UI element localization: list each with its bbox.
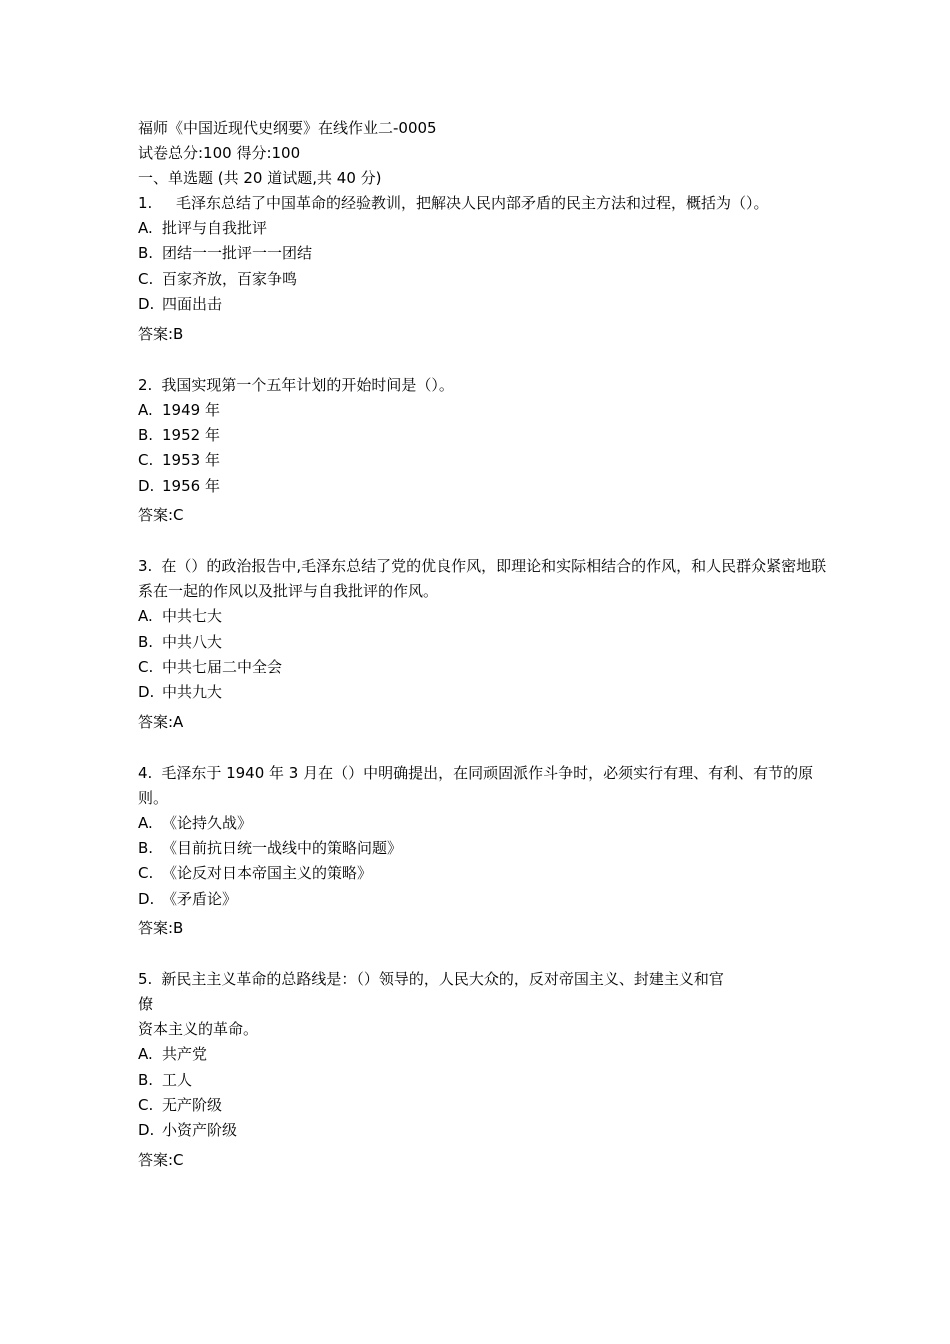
- option-b: [138, 241, 828, 266]
- option-letter: A.: [138, 607, 153, 626]
- option-a: [138, 398, 828, 423]
- question-text: 在（）的政治报告中,毛泽东总结了党的优良作风，即理论和实际相结合的作风，和人民群众紧密地联系在一起的作风以及批评与自我批评的作风。: [138, 557, 827, 601]
- question-3: [138, 554, 828, 735]
- option-b: [138, 423, 828, 448]
- option-text: 四面出击: [162, 295, 223, 314]
- option-c: [138, 861, 828, 886]
- question-4: [138, 761, 828, 942]
- answer-line: 答案:C: [138, 506, 184, 525]
- option-letter: C.: [138, 864, 154, 883]
- question-text: 新民主主义革命的总路线是：（）领导的，人民大众的，反对帝国主义、封建主义和官: [161, 970, 724, 989]
- option-letter: D.: [138, 295, 155, 314]
- question-stem: [138, 191, 828, 216]
- option-c: [138, 1093, 828, 1118]
- option-text: 无产阶级: [162, 1096, 223, 1115]
- question-stem: [138, 761, 828, 811]
- option-text: 百家齐放，百家争鸣: [162, 269, 298, 288]
- option-letter: C.: [138, 1096, 154, 1115]
- option-d: [138, 474, 828, 499]
- option-letter: C.: [138, 451, 154, 470]
- option-text: 《论持久战》: [162, 813, 253, 832]
- option-c: [138, 267, 828, 292]
- option-letter: B.: [138, 244, 154, 263]
- answer-line: 答案:B: [138, 324, 184, 343]
- option-b: [138, 630, 828, 655]
- option-text: 《目前抗日统一战线中的策略问题》: [162, 839, 403, 858]
- option-text: 1956 年: [162, 476, 220, 495]
- question-text-continued: 资本主义的革命。: [138, 1020, 259, 1039]
- option-text: 《论反对日本帝国主义的策略》: [162, 864, 373, 883]
- spacer: [138, 735, 828, 761]
- spacer: [138, 941, 828, 967]
- option-text: 中共七大: [162, 607, 223, 626]
- question-text: 毛泽东于 1940 年 3 月在（）中明确提出，在同顽固派作斗争时，必须实行有理、有利、有节的原则。: [138, 763, 814, 807]
- question-1: [138, 191, 828, 347]
- option-text: 批评与自我批评: [162, 219, 268, 237]
- option-letter: C.: [138, 269, 154, 288]
- question-number: 3.: [138, 557, 153, 576]
- option-letter: D.: [138, 683, 155, 702]
- option-letter: A.: [138, 1045, 153, 1064]
- option-text: 1953 年: [162, 451, 220, 470]
- answer-line: 答案:B: [138, 919, 184, 938]
- option-text: 中共七届二中全会: [162, 657, 283, 676]
- option-letter: A.: [138, 813, 153, 832]
- question-5: [138, 967, 828, 1173]
- option-text: 中共九大: [162, 683, 223, 702]
- option-text: 工人: [162, 1070, 193, 1089]
- section-title: 一、单选题 (共 20 道试题,共 40 分): [138, 169, 382, 187]
- option-d: [138, 887, 828, 912]
- option-text: 共产党: [162, 1045, 208, 1064]
- option-text: 小资产阶级: [162, 1121, 238, 1140]
- question-stem: [138, 373, 828, 398]
- option-letter: D.: [138, 476, 155, 495]
- question-text: 我国实现第一个五年计划的开始时间是（）。: [161, 375, 454, 394]
- option-text: 团结一一批评一一团结: [162, 244, 313, 263]
- option-b: [138, 836, 828, 861]
- option-a: [138, 216, 828, 241]
- option-text: 《矛盾论》: [162, 889, 238, 908]
- question-number: 1.: [138, 194, 153, 212]
- option-letter: B.: [138, 425, 154, 444]
- question-stem: [138, 967, 828, 992]
- option-text: 1952 年: [162, 425, 220, 444]
- option-a: [138, 604, 828, 629]
- option-letter: A.: [138, 219, 153, 237]
- spacer: [138, 528, 828, 554]
- option-d: [138, 292, 828, 317]
- answer-line: 答案:C: [138, 1150, 184, 1169]
- option-letter: B.: [138, 839, 154, 858]
- option-d: [138, 1118, 828, 1143]
- option-b: [138, 1068, 828, 1093]
- option-letter: C.: [138, 657, 154, 676]
- spacer: [138, 347, 828, 373]
- answer-line: 答案:A: [138, 712, 184, 731]
- option-letter: B.: [138, 1070, 154, 1089]
- question-number: 2.: [138, 375, 153, 394]
- option-c: [138, 655, 828, 680]
- option-a: [138, 1042, 828, 1067]
- option-text: 1949 年: [162, 400, 220, 419]
- question-text: 毛泽东总结了中国革命的经验教训，把解决人民内部矛盾的民主方法和过程，概括为（）。: [176, 194, 769, 212]
- document-page: [138, 116, 828, 1173]
- question-stem: [138, 554, 828, 604]
- option-letter: D.: [138, 889, 155, 908]
- question-2: [138, 373, 828, 529]
- option-c: [138, 448, 828, 473]
- option-d: [138, 680, 828, 705]
- option-a: [138, 811, 828, 836]
- option-text: 中共八大: [162, 632, 223, 651]
- option-letter: D.: [138, 1121, 155, 1140]
- question-number: 4.: [138, 763, 153, 782]
- score-line: 试卷总分:100 得分:100: [138, 144, 301, 162]
- option-letter: A.: [138, 400, 153, 419]
- question-number: 5.: [138, 970, 153, 989]
- option-letter: B.: [138, 632, 154, 651]
- question-text-continued: 僚: [138, 995, 154, 1014]
- document-title: 福师《中国近现代史纲要》在线作业二-0005: [138, 119, 437, 137]
